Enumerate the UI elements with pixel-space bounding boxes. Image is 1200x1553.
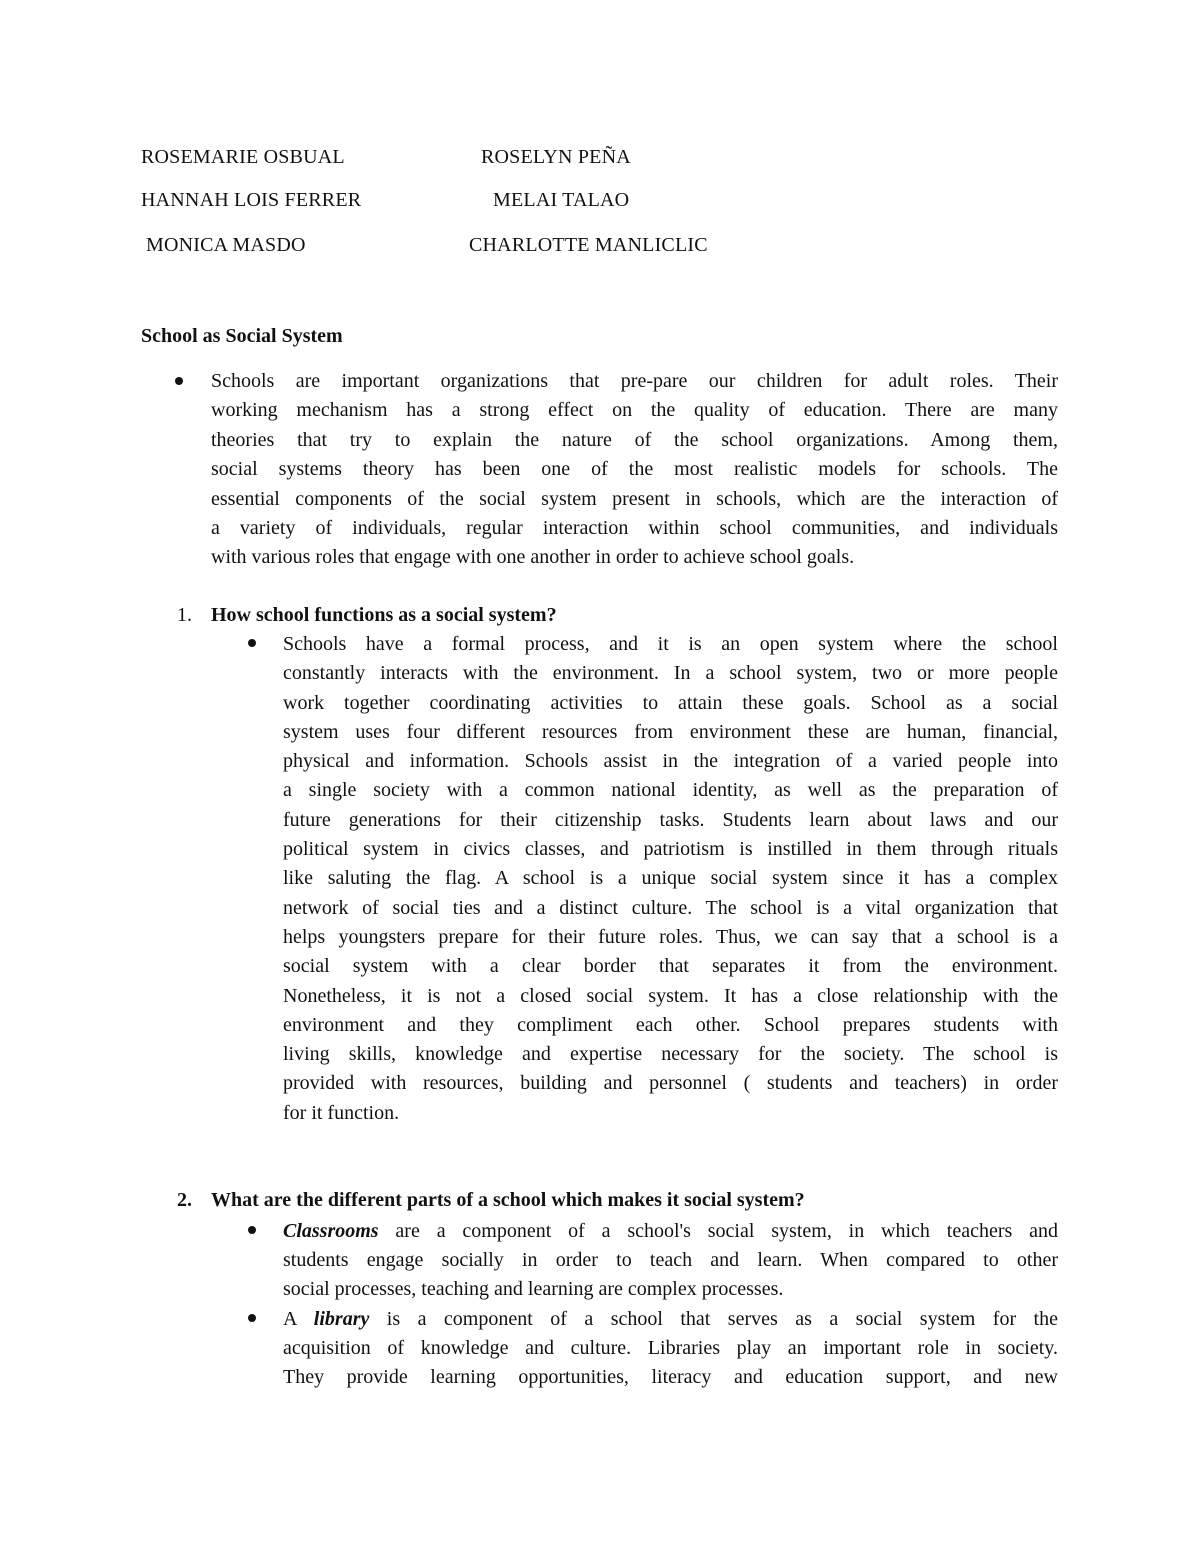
bullet-icon: [248, 1226, 256, 1234]
author-right-3: CHARLOTTE MANLICLIC: [469, 234, 708, 256]
paragraph-line: social systems theory has been one of the most realistic models for schools. The: [211, 458, 1058, 480]
paragraph-line: like saluting the flag. A school is a unique social system since it has a complex: [283, 867, 1058, 889]
classrooms-text: are a component of a school's social system, in which teachers and: [378, 1220, 1058, 1242]
section-title: School as Social System: [141, 325, 343, 347]
author-right-2: MELAI TALAO: [493, 189, 630, 211]
library-term: library: [313, 1308, 370, 1330]
paragraph-line: [283, 1217, 1058, 1246]
question-2-heading: What are the different parts of a school which makes it social system?: [211, 1189, 805, 1211]
paragraph-line: environment and they compliment each other. School prepares students with: [283, 1014, 1058, 1036]
library-text: is a component of a school that serves as a social system for the: [369, 1308, 1058, 1330]
paragraph-line: social processes, teaching and learning are complex processes.: [283, 1278, 784, 1300]
paragraph-line: [283, 1305, 1058, 1334]
paragraph-line: for it function.: [283, 1102, 400, 1124]
paragraph-line: a variety of individuals, regular interaction within school communities, and individuals: [211, 517, 1058, 539]
paragraph-line: physical and information. Schools assist in the integration of a varied people into: [283, 750, 1058, 772]
bullet-icon: [248, 1314, 256, 1322]
author-left-1: ROSEMARIE OSBUAL: [141, 146, 345, 168]
paragraph-line: system uses four different resources from environment these are human, financial,: [283, 721, 1058, 743]
paragraph-line: work together coordinating activities to attain these goals. School as a social: [283, 692, 1058, 714]
paragraph-line: provided with resources, building and personnel ( students and teachers) in order: [283, 1072, 1058, 1094]
author-right-1: ROSELYN PEÑA: [481, 146, 631, 168]
paragraph-line: acquisition of knowledge and culture. Libraries play an important role in society.: [283, 1337, 1058, 1359]
paragraph-line: political system in civics classes, and patriotism is instilled in them through rituals: [283, 838, 1058, 860]
author-left-3: MONICA MASDO: [146, 234, 306, 256]
paragraph-line: future generations for their citizenship tasks. Students learn about laws and our: [283, 809, 1058, 831]
paragraph-line: theories that try to explain the nature of the school organizations. Among them,: [211, 429, 1058, 451]
paragraph-line: essential components of the social system present in schools, which are the interaction of: [211, 488, 1058, 510]
paragraph-line: a single society with a common national identity, as well as the preparation of: [283, 779, 1058, 801]
paragraph-line: working mechanism has a strong effect on the quality of education. There are many: [211, 399, 1058, 421]
paragraph-line: living skills, knowledge and expertise necessary for the society. The school is: [283, 1043, 1058, 1065]
author-left-2: HANNAH LOIS FERRER: [141, 189, 362, 211]
paragraph-line: Schools are important organizations that pre-pare our children for adult roles. Their: [211, 370, 1058, 392]
question-2-number: 2.: [177, 1189, 192, 1211]
question-1-number: 1.: [177, 604, 192, 626]
paragraph-line: constantly interacts with the environment. In a school system, two or more people: [283, 662, 1058, 684]
paragraph-line: social system with a clear border that separates it from the environment.: [283, 955, 1058, 977]
paragraph-line: Nonetheless, it is not a closed social system. It has a close relationship with the: [283, 985, 1058, 1007]
paragraph-line: helps youngsters prepare for their future roles. Thus, we can say that a school is a: [283, 926, 1058, 948]
paragraph-line: with various roles that engage with one another in order to achieve school goals.: [211, 546, 855, 568]
bullet-icon: [175, 377, 183, 385]
bullet-icon: [248, 639, 256, 647]
classrooms-term: Classrooms: [283, 1220, 379, 1242]
library-lead: A: [283, 1308, 314, 1330]
question-1-heading: How school functions as a social system?: [211, 604, 557, 626]
paragraph-line: Schools have a formal process, and it is an open system where the school: [283, 633, 1058, 655]
paragraph-line: students engage socially in order to teach and learn. When compared to other: [283, 1249, 1058, 1271]
paragraph-line: network of social ties and a distinct culture. The school is a vital organization that: [283, 897, 1058, 919]
paragraph-line: They provide learning opportunities, literacy and education support, and new: [283, 1366, 1058, 1388]
